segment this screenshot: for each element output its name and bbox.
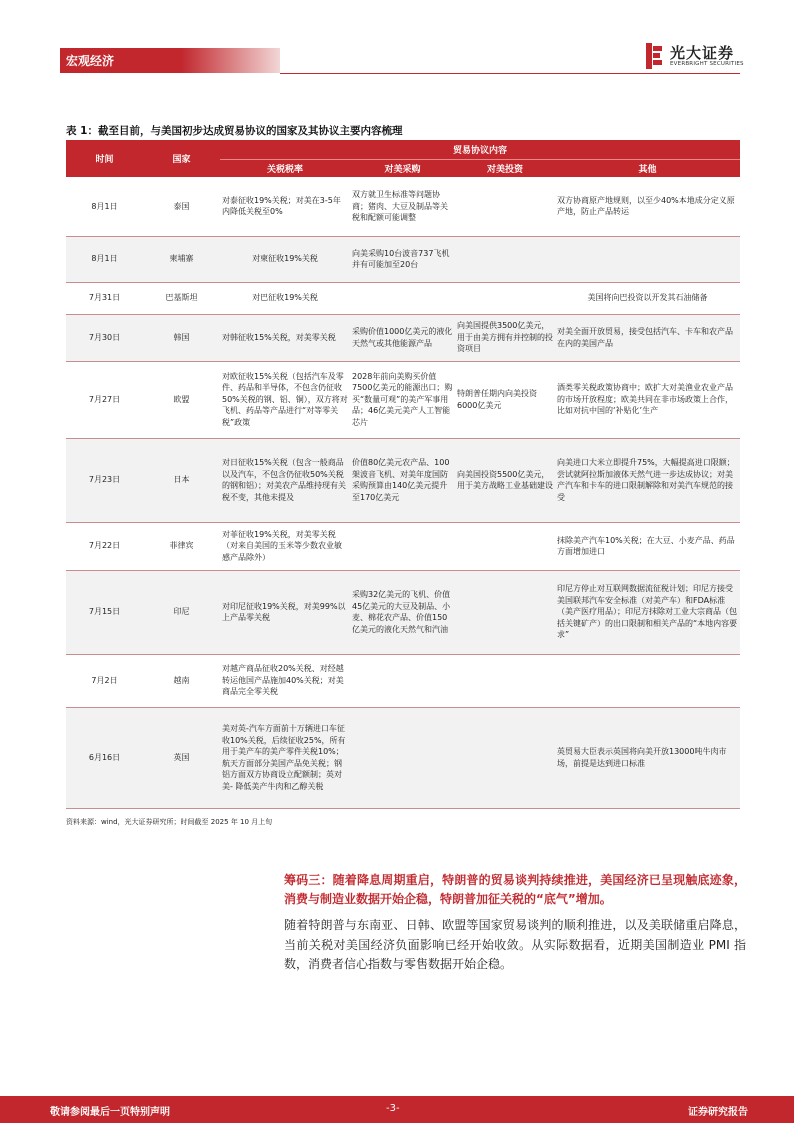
cell-purchase — [350, 522, 455, 570]
cell-time: 7月23日 — [66, 438, 143, 522]
cell-investment: 特朗普任期内向美投资6000亿美元 — [455, 361, 555, 438]
cell-investment — [455, 707, 555, 808]
cell-other: 美国将向巴投资以开发其石油储备 — [555, 282, 740, 314]
page-number: -3- — [386, 1103, 400, 1114]
cell-time: 7月27日 — [66, 361, 143, 438]
cell-time: 7月22日 — [66, 522, 143, 570]
cell-other: 酒类零关税政策协商中；欧扩大对美渔业农业产品的市场开放程度；欧美共同在非市场政策上合作，比如对抗中国的‘补贴化’生产 — [555, 361, 740, 438]
trade-agreement-table — [66, 140, 740, 809]
cell-investment: 向美国投资5500亿美元，用于美方战略工业基础建设 — [455, 438, 555, 522]
cell-investment — [455, 236, 555, 282]
brand-logo — [644, 42, 754, 72]
body-paragraph: 随着特朗普与东南亚、日韩、欧盟等国家贸易谈判的顺利推进，以及美联储重启降息，当前关税对美国经济负面影响已经开始收敛。从实际数据看，近期美国制造业 PMI 指数，消费者信心指数与零售数据开始企稳。 — [284, 918, 746, 971]
cell-tariff: 对欧征收15%关税（包括汽车及零件、药品和半导体，不包含仍征收50%关税的钢、铝、铜），双方将对飞机、药品等产品进行“对等零关税”政策 — [220, 361, 350, 438]
cell-investment — [455, 282, 555, 314]
cell-other — [555, 654, 740, 707]
header-purchase: 对美采购 — [350, 159, 455, 177]
cell-other: 英贸易大臣表示英国将向美开放13000吨牛肉市场，前提是达到进口标准 — [555, 707, 740, 808]
cell-purchase: 双方就卫生标准等问题协商；猪肉、大豆及制品等关税和配额可能调整 — [350, 177, 455, 236]
cell-time: 8月1日 — [66, 177, 143, 236]
cell-tariff: 对印尼征收19%关税，对美99%以上产品零关税 — [220, 570, 350, 654]
table-row — [66, 314, 740, 361]
header-divider — [280, 73, 740, 74]
cell-purchase: 采购32亿美元的飞机、价值45亿美元的大豆及制品、小麦、棉花农产品、价值150亿美元的液化天然气和汽油 — [350, 570, 455, 654]
cell-time: 6月16日 — [66, 707, 143, 808]
logo-mark-icon — [644, 43, 664, 69]
cell-purchase: 2028年前向美购买价值7500亿美元的能源出口；购买“数量可观”的美产军事用品；46亿美元美产人工智能芯片 — [350, 361, 455, 438]
table-row — [66, 177, 740, 236]
table-row — [66, 361, 740, 438]
header-other: 其他 — [555, 159, 740, 177]
header-group: 贸易协议内容 — [220, 140, 740, 159]
table-caption: 表 1：截至目前，与美国初步达成贸易协议的国家及其协议主要内容梳理 — [66, 125, 403, 137]
cell-country: 日本 — [143, 438, 220, 522]
cell-tariff: 对越产商品征收20%关税、对经越转运他国产品施加40%关税；对美商品完全零关税 — [220, 654, 350, 707]
cell-time: 7月30日 — [66, 314, 143, 361]
footer-report-type: 证券研究报告 — [688, 1107, 748, 1118]
cell-investment — [455, 570, 555, 654]
lead-paragraph: 筹码三：随着降息周期重启，特朗普的贸易谈判持续推进，美国经济已呈现触底迹象，消费与制造业数据开始企稳，特朗普加征关税的“底气”增加。 — [284, 873, 746, 906]
cell-time: 7月15日 — [66, 570, 143, 654]
cell-purchase: 价值80亿美元农产品、100架波音飞机、对美年度国防采购预算由140亿美元提升至170亿美元 — [350, 438, 455, 522]
cell-country: 柬埔寨 — [143, 236, 220, 282]
cell-country: 印尼 — [143, 570, 220, 654]
cell-other — [555, 236, 740, 282]
cell-tariff: 对日征收15%关税（包含一般商品以及汽车，不包含仍征收50%关税的钢和铝）；对美农产品维持现有关税不变，其他未提及 — [220, 438, 350, 522]
table-row — [66, 654, 740, 707]
table-row — [66, 282, 740, 314]
cell-country: 菲律宾 — [143, 522, 220, 570]
cell-purchase — [350, 282, 455, 314]
header-time: 时间 — [66, 140, 143, 177]
cell-country: 韩国 — [143, 314, 220, 361]
cell-purchase — [350, 654, 455, 707]
cell-purchase — [350, 707, 455, 808]
table-row — [66, 522, 740, 570]
cell-tariff: 对泰征收19%关税；对美在3-5年内降低关税至0% — [220, 177, 350, 236]
table-row — [66, 707, 740, 808]
header-investment: 对美投资 — [455, 159, 555, 177]
logo-text-cn: 光大证券 — [670, 44, 735, 62]
header-country: 国家 — [143, 140, 220, 177]
logo-text-en: EVERBRIGHT SECURITIES — [670, 61, 744, 67]
cell-country: 欧盟 — [143, 361, 220, 438]
cell-time: 8月1日 — [66, 236, 143, 282]
cell-investment: 向美国提供3500亿美元，用于由美方拥有并控制的投资项目 — [455, 314, 555, 361]
cell-country: 英国 — [143, 707, 220, 808]
cell-time: 7月31日 — [66, 282, 143, 314]
cell-tariff: 对柬征收19%关税 — [220, 236, 350, 282]
cell-country: 越南 — [143, 654, 220, 707]
cell-other: 印尼方停止对互联网数据流征税计划；印尼方接受美国联邦汽车安全标准（对美产车）和FDA标准（美产医疗用品）；印尼方抹除对工业大宗商品（包括关键矿产）的出口限制和相关产品的“本地内容要求” — [555, 570, 740, 654]
cell-country: 巴基斯坦 — [143, 282, 220, 314]
cell-tariff: 对菲征收19%关税，对美零关税（对来自美国的玉米等少数农业敏感产品除外） — [220, 522, 350, 570]
cell-tariff: 美对英-汽车方面前十万辆进口车征收10%关税，后续征收25%，所有用于美产车的美产零件关税10%；航天方面部分美国产品免关税；钢铝方面双方协商设立配额制；英对美- 降低美产牛肉和乙醇关税 — [220, 707, 350, 808]
cell-investment — [455, 522, 555, 570]
cell-other: 抹除美产汽车10%关税；在大豆、小麦产品、药品方面增加进口 — [555, 522, 740, 570]
table-header-row — [66, 140, 740, 159]
section-title: 宏观经济 — [66, 54, 115, 68]
cell-country: 泰国 — [143, 177, 220, 236]
cell-other: 双方协商原产地规则，以至少40%本地成分定义原产地，防止产品转运 — [555, 177, 740, 236]
table-row — [66, 570, 740, 654]
footer-disclaimer: 敬请参阅最后一页特别声明 — [50, 1107, 170, 1118]
cell-time: 7月2日 — [66, 654, 143, 707]
cell-tariff: 对韩征收15%关税，对美零关税 — [220, 314, 350, 361]
cell-tariff: 对巴征收19%关税 — [220, 282, 350, 314]
cell-purchase: 采购价值1000亿美元的液化天然气或其他能源产品 — [350, 314, 455, 361]
cell-investment — [455, 177, 555, 236]
cell-investment — [455, 654, 555, 707]
header-tariff: 关税税率 — [220, 159, 350, 177]
table-source-note: 资料来源：wind，光大证券研究所；时间截至 2025 年 10 月上旬 — [66, 818, 273, 826]
table-row — [66, 236, 740, 282]
cell-other: 对美全面开放贸易，接受包括汽车、卡车和农产品在内的美国产品 — [555, 314, 740, 361]
table-row — [66, 438, 740, 522]
cell-other: 向美进口大米立即提升75%，大幅提高进口限额；尝试就阿拉斯加液体天然气进一步达成协议；对美产汽车和卡车的进口限制解除和对美汽车规范的接受 — [555, 438, 740, 522]
cell-purchase: 向美采购10台波音737飞机并有可能加至20台 — [350, 236, 455, 282]
